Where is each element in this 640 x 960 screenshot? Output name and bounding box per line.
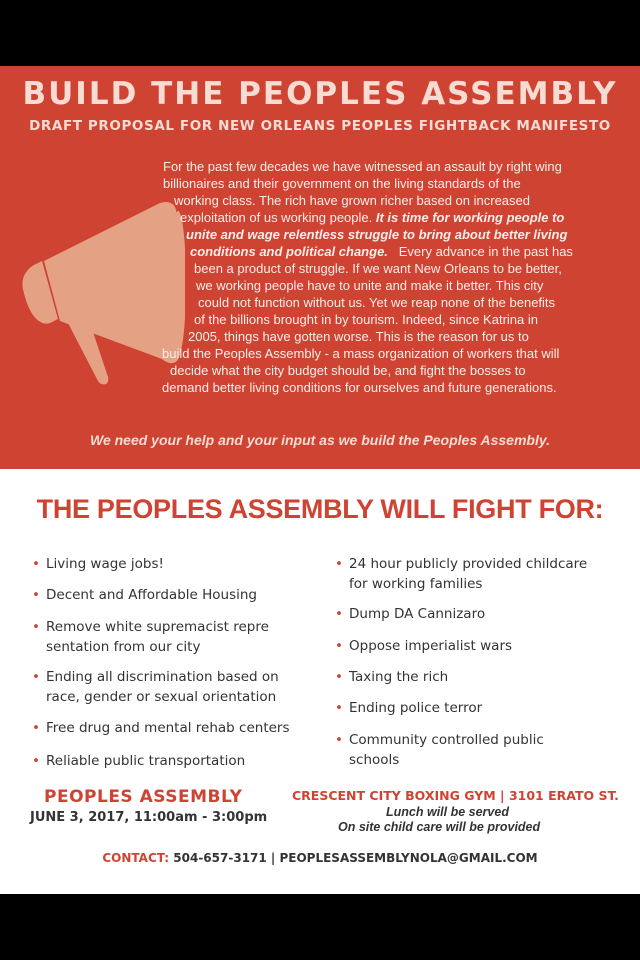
intro-line: billionaires and their government on the living standards of the [163, 176, 521, 191]
intro-line: build the Peoples Assembly - a mass organization of workers that will [162, 346, 560, 361]
intro-line: 2005, things have gotten worse. This is the reason for us to [188, 329, 529, 344]
intro-line: working class. The rich have grown richer based on increased [174, 193, 530, 208]
list-item: • Dump DA Cannizaro [335, 604, 485, 624]
list-item: • Living wage jobs! [32, 554, 164, 574]
intro-line: we working people have to unite and make it better. This city [196, 278, 544, 293]
intro-line: decide what the city budget should be, and fight the bosses to [170, 363, 526, 378]
list-item: • Oppose imperialist wars [335, 636, 512, 656]
intro-line: been a product of struggle. If we want New Orleans to be better, [194, 261, 562, 276]
childcare-note: On site child care will be provided [338, 820, 541, 834]
contact-line [0, 851, 640, 865]
list-item: • Community controlled public schools [335, 730, 544, 770]
call-to-action: We need your help and your input as we build the Peoples Assembly. [89, 432, 551, 448]
contact-label: CONTACT: [102, 851, 170, 865]
page-subtitle: DRAFT PROPOSAL FOR NEW ORLEANS PEOPLES FIGHTBACK MANIFESTO [29, 118, 611, 134]
intro-line: conditions and political change. Every advance in the past has [190, 244, 573, 259]
intro-paragraph [160, 158, 620, 396]
event-venue: CRESCENT CITY BOXING GYM | 3101 ERATO ST. [292, 788, 619, 803]
list-item: • Ending police terror [335, 698, 482, 718]
list-item: • Remove white supremacist repre sentation from our city [32, 617, 269, 657]
list-item: • 24 hour publicly provided childcare for working families [335, 554, 587, 594]
intro-line: demand better living conditions for ourselves and future generations. [162, 380, 557, 395]
event-date: JUNE 3, 2017, 11:00am - 3:00pm [30, 810, 268, 825]
event-name: PEOPLES ASSEMBLY [44, 787, 243, 807]
header-section [0, 66, 640, 469]
megaphone-icon [10, 201, 185, 386]
list-item: • Reliable public transportation [32, 751, 245, 771]
flyer [0, 66, 640, 894]
contact-details: 504-657-3171 | PEOPLESASSEMBLYNOLA@GMAIL.COM [173, 851, 538, 865]
demands-heading: THE PEOPLES ASSEMBLY WILL FIGHT FOR: [36, 494, 604, 524]
list-item: • Decent and Affordable Housing [32, 585, 257, 605]
lunch-note: Lunch will be served [386, 805, 509, 819]
intro-line: could not function without us. Yet we reap none of the benefits [198, 295, 556, 310]
intro-line: unite and wage relentless struggle to bring about better living [186, 227, 568, 242]
page-title: BUILD THE PEOPLES ASSEMBLY [22, 76, 618, 112]
intro-line: For the past few decades we have witnessed an assault by right wing [163, 159, 562, 174]
list-item: • Free drug and mental rehab centers [32, 718, 290, 738]
intro-line: of the billions brought in by tourism. Indeed, since Katrina in [194, 312, 538, 327]
intro-line: exploitation of us working people. It is time for working people to [180, 210, 565, 225]
list-item: • Taxing the rich [335, 667, 448, 687]
list-item: • Ending all discrimination based on race, gender or sexual orientation [32, 667, 279, 707]
